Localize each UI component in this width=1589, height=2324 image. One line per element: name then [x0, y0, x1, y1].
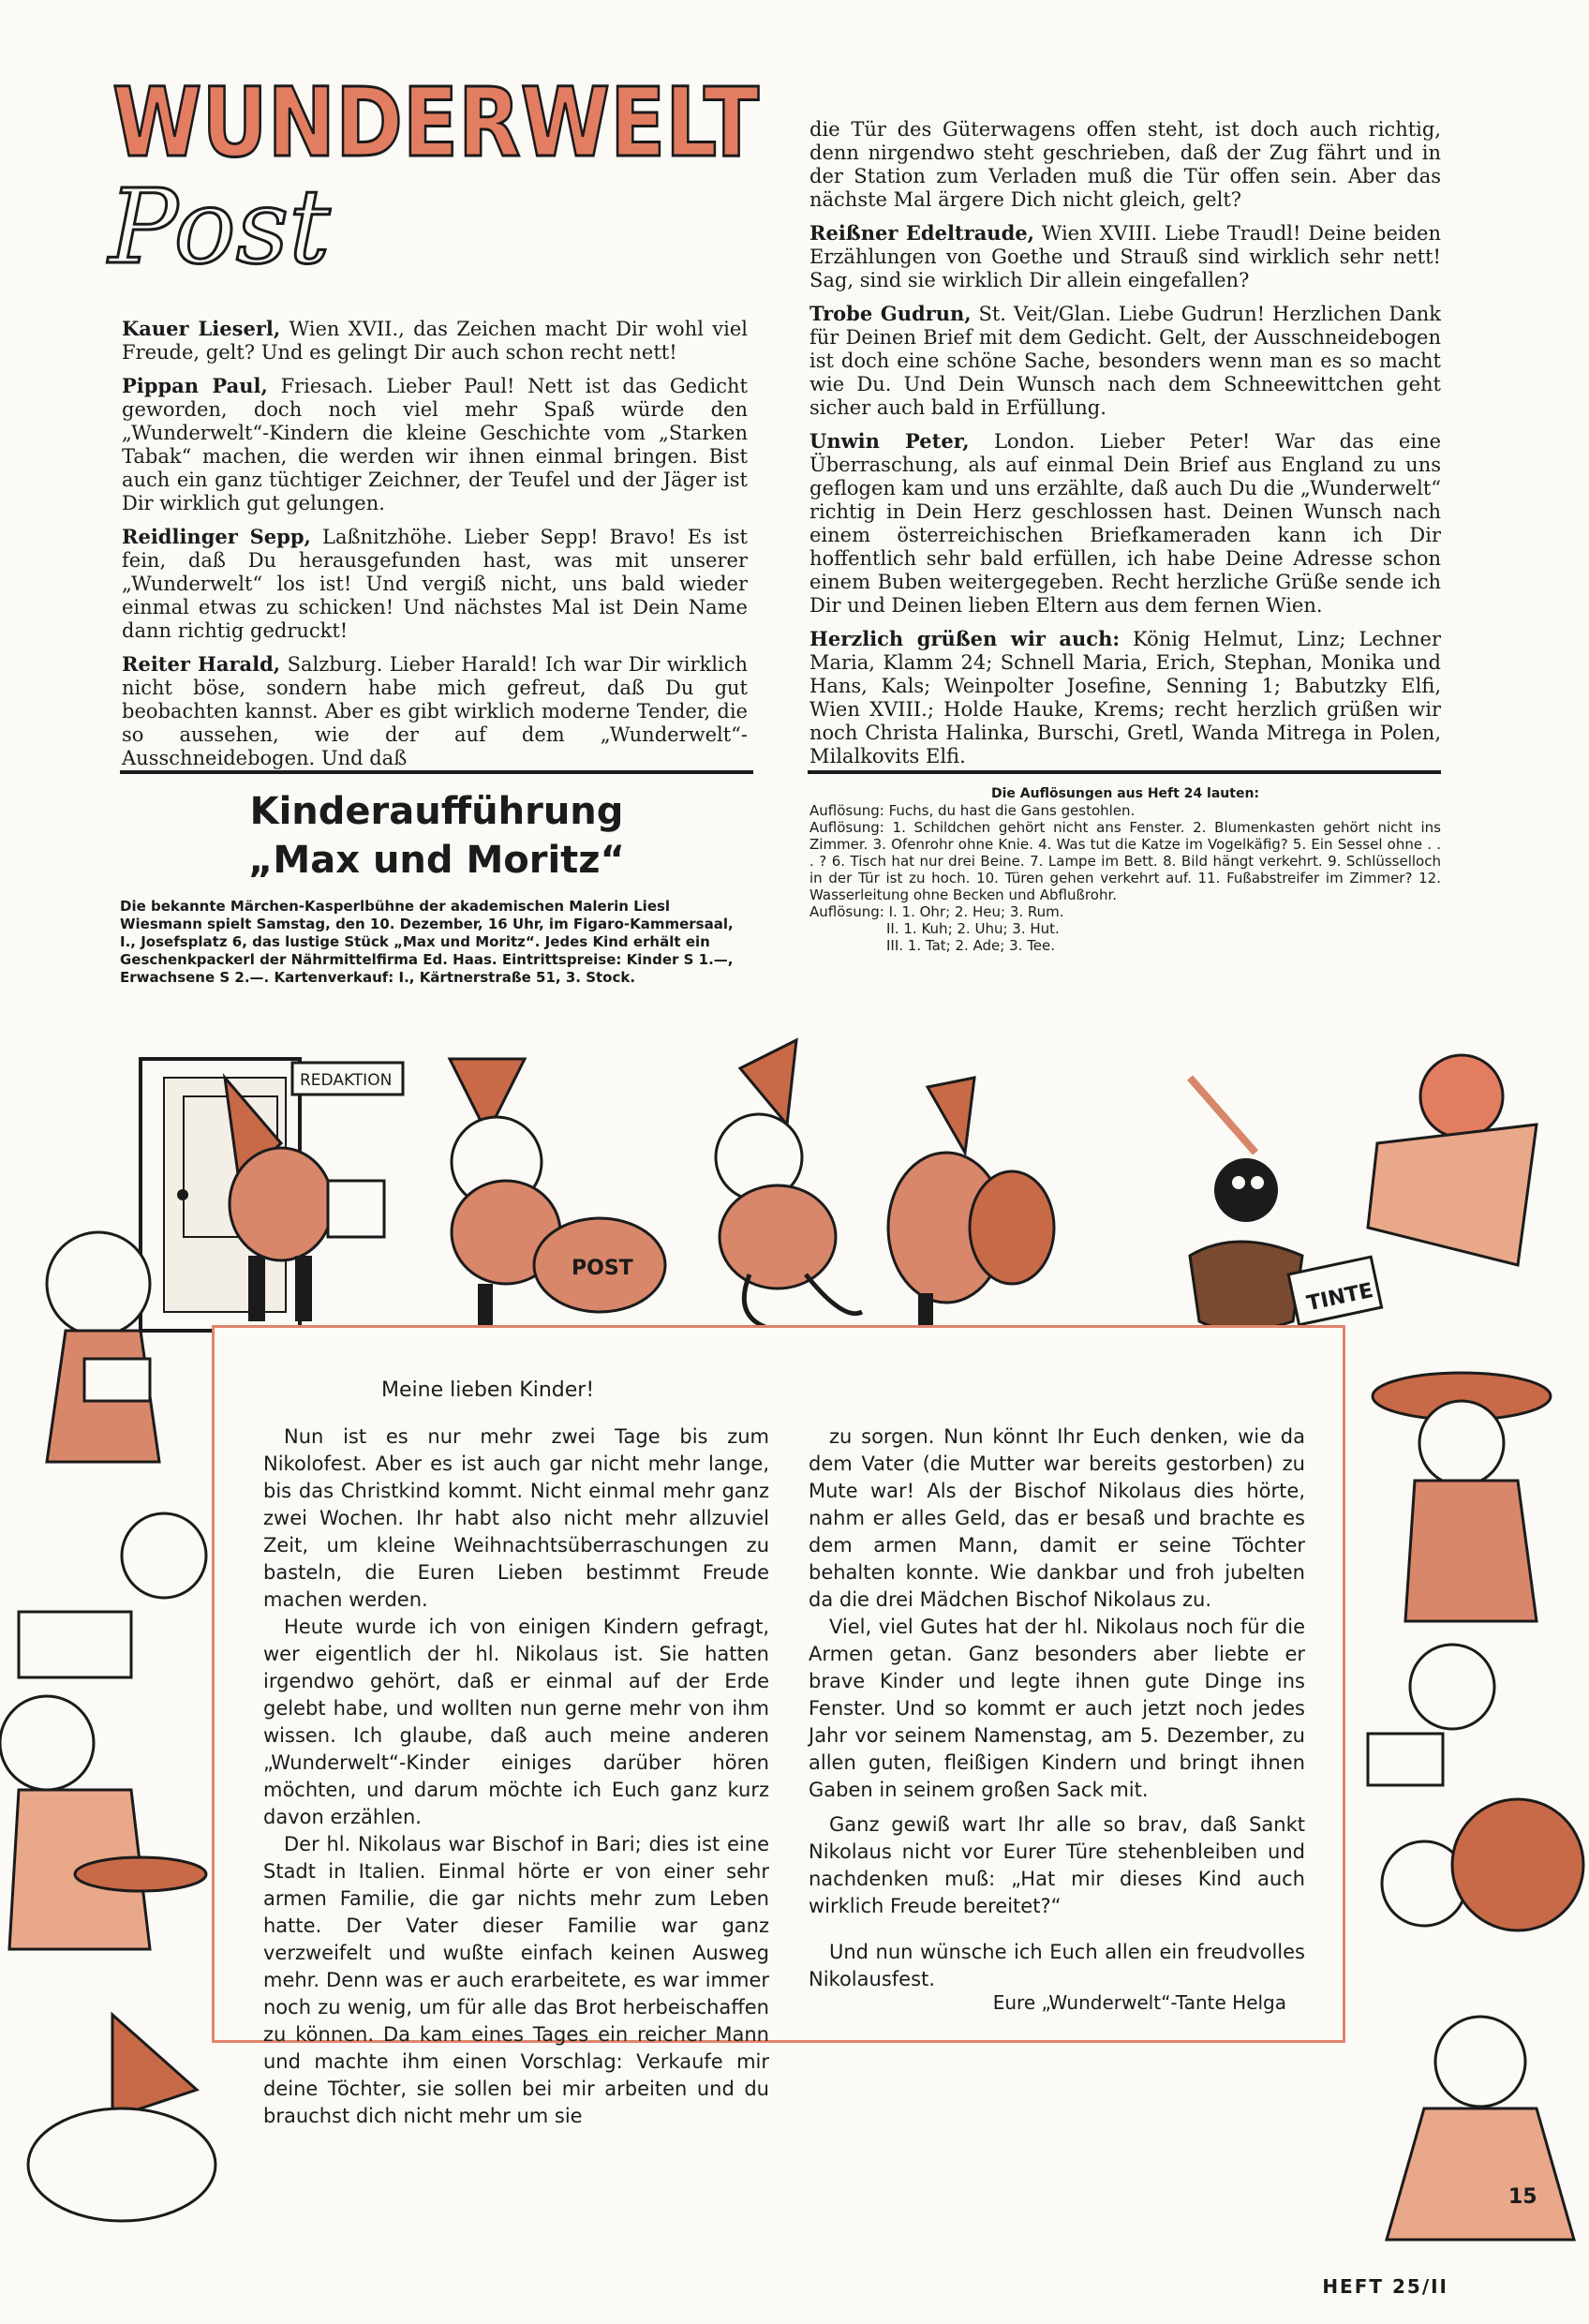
gnome-1: [225, 1078, 384, 1321]
entry-text: Friesach. Lieber Paul! Nett ist das Gedicht geworden, doch noch viel mehr Spaß würde den „Wunderwelt“-Kindern die kleine Geschichte vom „Starken Tabak“ machen, die werden wir ihnen einmal bringen. Bist auch ein ganz tüchtiger Zeichner, der Teufel und der Jäger ist Dir wirklich gut gelungen.: [122, 375, 748, 514]
letter-entry: [122, 525, 748, 643]
entry-name: Trobe Gudrun,: [809, 302, 972, 325]
solution-4: II. 1. Kuh; 2. Uhu; 3. Hut.: [886, 920, 1060, 937]
issue-label: HEFT 25/II: [1322, 2275, 1448, 2298]
letter-entry: [122, 317, 748, 365]
entry-text: Wien XVIII. Liebe Traudl! Deine beiden Erzählungen von Goethe und Strauß sind wirklich sehr nett! Sag, sind sie wirklich Dir allein eingefallen?: [809, 222, 1441, 291]
letter-entry: [122, 652, 748, 770]
notice-subtitle: „Max und Moritz“: [248, 839, 625, 882]
gnome-2: [450, 1059, 665, 1326]
entry-name: Unwin Peter,: [809, 429, 970, 453]
masthead-post: [101, 159, 345, 290]
letter-paragraph: Der hl. Nikolaus war Bischof in Bari; dies ist eine Stadt in Italien. Einmal hörte er von einer sehr armen Familie, die gar nichts mehr zum Leben hatte. Der Vater dieser Familie war ganz verzweifelt und wußte einfach keinen Ausweg mehr. Denn was er auch erarbeitete, es war immer noch zu wenig, um für alle das Brot herbeischaffen zu können. Da kam eines Tages ein reicher Mann und machte ihm einen Vorschlag: Verkaufe mir deine Töchter, sie sollen bei mir arbeiten und du brauchst dich nicht mehr um sie: [263, 1833, 769, 2127]
letter-title: Meine lieben Kinder!: [381, 1378, 595, 1402]
page-number: 15: [1508, 2185, 1537, 2209]
masthead-word: WUNDERWELT: [112, 67, 760, 179]
entry-text: Wien XVII., das Zeichen macht Dir wohl viel Freude, gelt? Und es gelingt Dir auch schon recht nett!: [122, 318, 748, 364]
divider-left: [120, 770, 753, 774]
entry-name: Reidlinger Sepp,: [122, 525, 311, 548]
entry-text: London. Lieber Peter! War das eine Überraschung, als auf einmal Dein Brief aus England zu uns geflogen kam und uns erzählte, daß auch Du die „Wunderwelt“ richtig in Dein Herz geschlossen hast. Deinen Wunsch nach einem österreichischen Briefkameraden kann ich Dir hoffentlich sehr bald erfüllen, ich habe Deine Adresse schon einem Buben weitergegeben. Recht herzliche Grüße sende ich Dir und Deinen lieben Eltern aus dem fernen Wien.: [809, 430, 1441, 617]
letter-entry: [122, 374, 748, 515]
notice-title: Kinderaufführung: [249, 790, 624, 833]
entry-text: die Tür des Güterwagens offen steht, ist doch auch richtig, denn nirgendwo steht geschrieben, daß der Zug fährt und in der Station zum Verladen muß die Tür offen sein. Aber das nächste Mal ärgere Dich nicht gleich, gelt?: [809, 118, 1441, 211]
letter-entry: [809, 429, 1441, 618]
letter-paragraph: Heute wurde ich von einigen Kindern gefragt, wer eigentlich der hl. Nikolaus ist. Sie hatten irgendwo gehört, daß er einmal auf der Erde gelebt habe, und wollten nun gerne mehr von ihm wissen. Ich glaube, daß auch meine anderen „Wunderwelt“-Kinder einiges darüber hören möchten, und darum möchte ich Euch ganz kurz davon erzählen.: [263, 1616, 769, 1828]
ink-creature: [1190, 1078, 1382, 1331]
letter-entry: [809, 118, 1441, 212]
letter-paragraph: Und nun wünsche ich Euch allen ein freudvolles Nikolausfest.: [809, 1941, 1305, 1990]
letter-column-1: [263, 1423, 769, 2130]
kinderauffuehrung-notice: [120, 787, 753, 987]
entry-name: Kauer Lieserl,: [122, 317, 281, 340]
entry-text: Salzburg. Lieber Harald! Ich war Dir wirklich nicht böse, sondern habe mich gefreut, daß Du gut beobachten kannst. Aber es gibt wirklich moderne Tender, die so aussehen, wie der auf dem „Wunderwelt“-Ausschneidebogen. Und daß: [122, 653, 748, 769]
letter-column-2: [809, 1423, 1305, 1993]
notice-text: Die bekannte Märchen-Kasperlbühne der akademischen Malerin Liesl Wiesmann spielt Samstag, den 10. Dezember, 16 Uhr, im Figaro-Kammersaal, I., Josefsplatz 6, das lustige Stück „Max und Moritz“. Jedes Kind erhält ein Geschenkpackerl der Nährmittelfirma Ed. Haas. Eintrittspreise: Kinder S 1.—, Erwachsene S 2.—. Kartenverkauf: I., Kärtnerstraße 51, 3. Stock.: [120, 898, 734, 986]
letter-box: [212, 1325, 1345, 2127]
children-illustration-left: [0, 1218, 215, 2249]
entry-name: Pippan Paul,: [122, 374, 268, 397]
letter-paragraph: Ganz gewiß wart Ihr alle so brav, daß Sankt Nikolaus nicht vor Eurer Türe stehenbleiben und nachdenken muß: „Hat mir dieses Kind auch wirklich Freude bereitet?“: [809, 1813, 1305, 1917]
solution-1: Auflösung: Fuchs, du hast die Gans gestohlen.: [809, 802, 1136, 819]
puzzle-solutions: [809, 785, 1441, 954]
letter-entry: [809, 221, 1441, 292]
solution-5: III. 1. Tat; 2. Ade; 3. Tee.: [886, 937, 1056, 954]
entry-text: König Helmut, Linz; Lechner Maria, Klamm 24; Schnell Maria, Erich, Stephan, Monika und Hans, Kals; Weinpolter Josefine, Senning 1; Babutzky Elfi, Wien XVIII.; Holde Hauke, Krems; recht herzlich grüßen wir noch Christa Halinka, Burschi, Gretl, Wanda Mitrega in Polen, Milalkovits Elfi.: [809, 628, 1441, 767]
entry-name: Herzlich grüßen wir auch:: [809, 627, 1121, 650]
gnome-4: [888, 1078, 1054, 1331]
divider-right: [808, 770, 1441, 774]
solutions-heading: Die Auflösungen aus Heft 24 lauten:: [990, 786, 1260, 801]
post-sack-text: POST: [572, 1257, 633, 1280]
letter-paragraph: Viel, viel Gutes hat der hl. Nikolaus noch für die Armen getan. Ganz besonders aber liebte er brave Kinder und legte ihnen gute Dinge ins Fenster. Und so kommt er auch jetzt noch jedes Jahr vor seinem Namenstag, am 5. Dezember, zu allen guten, fleißigen Kindern und bringt ihnen Gaben in seinem großen Sack mit.: [809, 1616, 1305, 1801]
entry-name: Reißner Edeltraude,: [809, 221, 1034, 245]
letter-entry: [809, 627, 1441, 768]
letter-entry: [809, 302, 1441, 420]
letter-paragraph: Nun ist es nur mehr zwei Tage bis zum Nikolofest. Aber es ist auch gar nicht mehr lange, bis das Christkind kommt. Nicht einmal mehr ganz zwei Wochen. Ihr habt also nicht mehr allzuviel Zeit, um kleine Weihnachtsüberraschungen zu basteln, die Euren Lieben bestimmt Freude machen werden.: [263, 1425, 769, 1611]
gnome-pen: [1368, 1055, 1537, 1265]
door-sign-text: REDAKTION: [300, 1071, 393, 1090]
letters-right-column: [809, 118, 1441, 778]
entry-name: Reiter Harald,: [122, 652, 281, 676]
gnome-illustration: [0, 1040, 1589, 1340]
solution-2: Auflösung: 1. Schildchen gehört nicht ans Fenster. 2. Blumenkasten gehört nicht ins Zimmer. 3. Ofenrohr ohne Knie. 4. Was tut die Katze im Vogelkäfig? 5. Ein Sessel ohne . . . ? 6. Tisch hat nur drei Beine. 7. Lampe im Bett. 8. Bild hängt verkehrt. 9. Schlüsselloch in der Tür ist zu hoch. 10. Türen gehen verkehrt auf. 11. Fußabstreifer im Zimmer? 12. Wasserleitung ohne Becken und Abflußrohr.: [809, 819, 1441, 903]
letter-signature: Eure „Wunderwelt“-Tante Helga: [992, 1991, 1286, 2014]
entry-text: St. Veit/Glan. Liebe Gudrun! Herzlichen Dank für Deinen Brief mit dem Gedicht. Gelt, der Ausschneidebogen ist doch eine schöne Sache, besonders wenn man es so macht wie Du. Und Dein Wunsch nach dem Schneewittchen geht sicher auch bald in Erfüllung.: [809, 303, 1441, 419]
solution-3: Auflösung: I. 1. Ohr; 2. Heu; 3. Rum.: [809, 903, 1064, 920]
letter-paragraph: zu sorgen. Nun könnt Ihr Euch denken, wie da dem Vater (die Mutter war bereits gestorben) zu Mute war! Als der Bischof Nikolaus dies hörte, nahm er alles Geld, das er besaß und brachte es dem armen Mann, damit er seine Töchter behalten konnte. Wie dankbar und froh jubelten da die drei Mädchen Bischof Nikolaus zu.: [809, 1425, 1305, 1611]
gnome-3: [716, 1040, 862, 1331]
entry-text: Laßnitzhöhe. Lieber Sepp! Bravo! Es ist fein, daß Du herausgefunden hast, was mit unserer „Wunderwelt“ los ist! Und vergiß nicht, uns bald wieder einmal etwas zu schicken! Und nächstes Mal ist Dein Name dann richtig gedruckt!: [122, 526, 748, 642]
ink-bottle-text: TINTE: [1304, 1278, 1375, 1317]
letters-left-column: [122, 317, 748, 780]
masthead-script: Post: [109, 167, 331, 287]
children-illustration-right: [1349, 1340, 1589, 2249]
